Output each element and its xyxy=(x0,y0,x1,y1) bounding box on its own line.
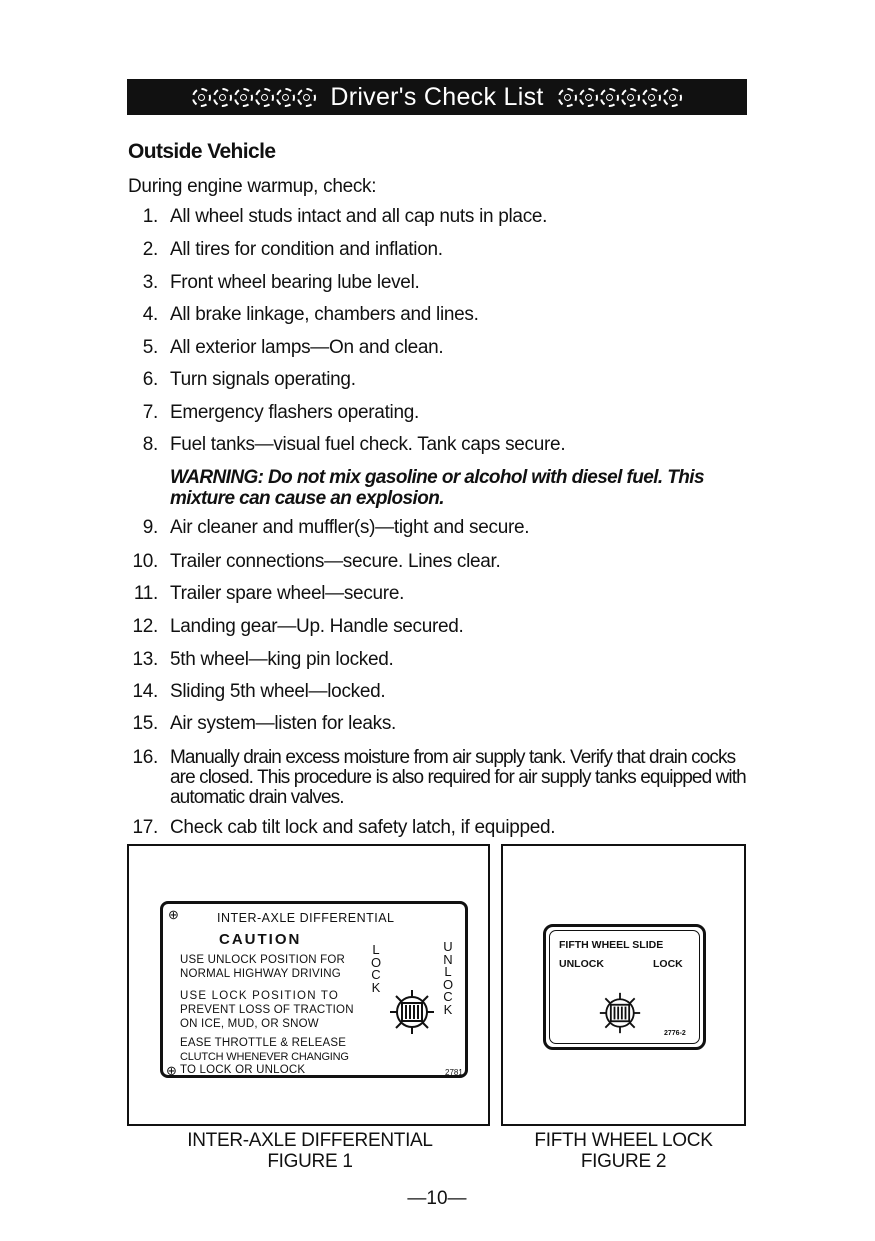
selector-knob-icon xyxy=(598,991,642,1035)
item-text: All exterior lamps—On and clean. xyxy=(170,337,444,358)
inter-axle-decal xyxy=(160,901,468,1078)
item-number: 12. xyxy=(132,616,158,637)
decal-caution: CAUTION xyxy=(219,931,302,948)
vertical-letter: O xyxy=(371,954,382,970)
decal2-lock: LOCK xyxy=(653,958,683,970)
item-number: 14. xyxy=(132,681,158,702)
decal2-code: 2776-2 xyxy=(664,1030,686,1037)
item-text: Turn signals operating. xyxy=(170,369,356,390)
unlock-vertical-label xyxy=(443,941,453,1016)
gear-icon xyxy=(600,88,619,107)
item-number: 13. xyxy=(132,649,158,670)
warning-note: WARNING: Do not mix gasoline or alcohol with diesel fuel. This mixture can cause an explosion. xyxy=(170,467,704,509)
decal2-title: FIFTH WHEEL SLIDE xyxy=(559,939,664,951)
item-number: 8. xyxy=(142,434,158,455)
vertical-letter: C xyxy=(371,967,381,982)
item-text: Trailer connections—secure. Lines clear. xyxy=(170,551,501,572)
item-number: 9. xyxy=(142,517,158,538)
gear-icon xyxy=(558,88,577,107)
screw-icon: ⊕ xyxy=(168,907,179,922)
item-number: 3. xyxy=(142,272,158,293)
vertical-letter: U xyxy=(443,939,453,954)
gear-icon xyxy=(213,88,232,107)
item-number: 6. xyxy=(142,369,158,390)
figure-1-caption-number: FIGURE 1 xyxy=(267,1151,353,1172)
decal-line-7: CLUTCH WHENEVER CHANGING xyxy=(180,1051,349,1063)
vertical-letter: L xyxy=(444,964,452,979)
item-number: 16. xyxy=(132,747,158,768)
item-number: 1. xyxy=(142,206,158,227)
item-text: 5th wheel—king pin locked. xyxy=(170,649,394,670)
figure-2-caption-number: FIGURE 2 xyxy=(580,1151,667,1172)
gear-icon xyxy=(621,88,640,107)
item-number: 2. xyxy=(142,239,158,260)
vertical-letter: K xyxy=(371,979,381,995)
decal2-unlock: UNLOCK xyxy=(559,958,604,970)
decal-line-4: PREVENT LOSS OF TRACTION xyxy=(180,1004,354,1016)
gear-icon xyxy=(276,88,295,107)
banner-title: Driver's Check List xyxy=(330,82,544,111)
gear-icon xyxy=(663,88,682,107)
screw-icon: ⊕ xyxy=(166,1063,177,1078)
decal-line-5: ON ICE, MUD, OR SNOW xyxy=(180,1018,319,1030)
gear-icon xyxy=(192,88,211,107)
decal-line-8: TO LOCK OR UNLOCK xyxy=(180,1064,306,1076)
item-number: 10. xyxy=(132,551,158,572)
decal-line-3: USE LOCK POSITION TO xyxy=(180,990,340,1002)
item-text: Trailer spare wheel—secure. xyxy=(170,583,405,604)
vertical-letter: C xyxy=(443,989,453,1004)
vertical-letter: K xyxy=(443,1001,453,1017)
figure-1-frame xyxy=(127,844,490,1126)
decal-line-1: USE UNLOCK POSITION FOR xyxy=(180,954,345,966)
item-text: Check cab tilt lock and safety latch, if equipped. xyxy=(170,817,556,838)
page-number: —10— xyxy=(407,1188,467,1209)
item-text: Front wheel bearing lube level. xyxy=(170,272,420,293)
item-text: All wheel studs intact and all cap nuts in place. xyxy=(170,206,548,227)
decal-title: INTER-AXLE DIFFERENTIAL xyxy=(217,911,395,925)
item-text: All tires for condition and inflation. xyxy=(170,239,443,260)
item-text: Manually drain excess moisture from air supply tank. Verify that drain cocks are closed. This procedure is also required for air supply tanks equipped with automatic drain valves. xyxy=(170,747,746,808)
figure-1-caption-title: INTER-AXLE DIFFERENTIAL xyxy=(187,1130,433,1151)
item-text: Emergency flashers operating. xyxy=(170,402,419,423)
vertical-letter: L xyxy=(372,942,380,957)
item-number: 5. xyxy=(142,337,158,358)
decal-code: 2781 xyxy=(445,1068,463,1077)
selector-knob-icon xyxy=(388,988,436,1036)
gear-icon xyxy=(234,88,253,107)
item-text: Landing gear—Up. Handle secured. xyxy=(170,616,464,637)
decal-line-2: NORMAL HIGHWAY DRIVING xyxy=(180,968,341,980)
gear-icons-left xyxy=(192,88,316,107)
item-text: Air cleaner and muffler(s)—tight and secure. xyxy=(170,517,530,538)
item-number: 4. xyxy=(142,304,158,325)
item-number: 15. xyxy=(132,713,158,734)
gear-icon xyxy=(297,88,316,107)
gear-icon xyxy=(579,88,598,107)
item-number: 17. xyxy=(132,817,158,838)
figure-1-caption xyxy=(140,1130,480,1172)
title-banner xyxy=(127,79,747,115)
item-text: Sliding 5th wheel—locked. xyxy=(170,681,386,702)
section-intro: During engine warmup, check: xyxy=(128,176,377,197)
item-text: All brake linkage, chambers and lines. xyxy=(170,304,479,325)
gear-icon xyxy=(255,88,274,107)
lock-vertical-label xyxy=(371,944,381,994)
item-number: 11. xyxy=(133,583,158,604)
figure-2-caption-title: FIFTH WHEEL LOCK xyxy=(534,1130,713,1151)
figure-2-frame xyxy=(501,844,746,1126)
section-heading: Outside Vehicle xyxy=(128,140,276,163)
item-text: Fuel tanks—visual fuel check. Tank caps secure. xyxy=(170,434,566,455)
figure-2-caption xyxy=(501,1130,746,1172)
gear-icons-right xyxy=(558,88,682,107)
fifth-wheel-decal xyxy=(543,924,706,1050)
item-text: Air system—listen for leaks. xyxy=(170,713,396,734)
decal-line-6: EASE THROTTLE & RELEASE xyxy=(180,1037,347,1049)
vertical-letter: O xyxy=(443,976,454,992)
item-number: 7. xyxy=(142,402,158,423)
vertical-letter: N xyxy=(443,951,453,967)
gear-icon xyxy=(642,88,661,107)
